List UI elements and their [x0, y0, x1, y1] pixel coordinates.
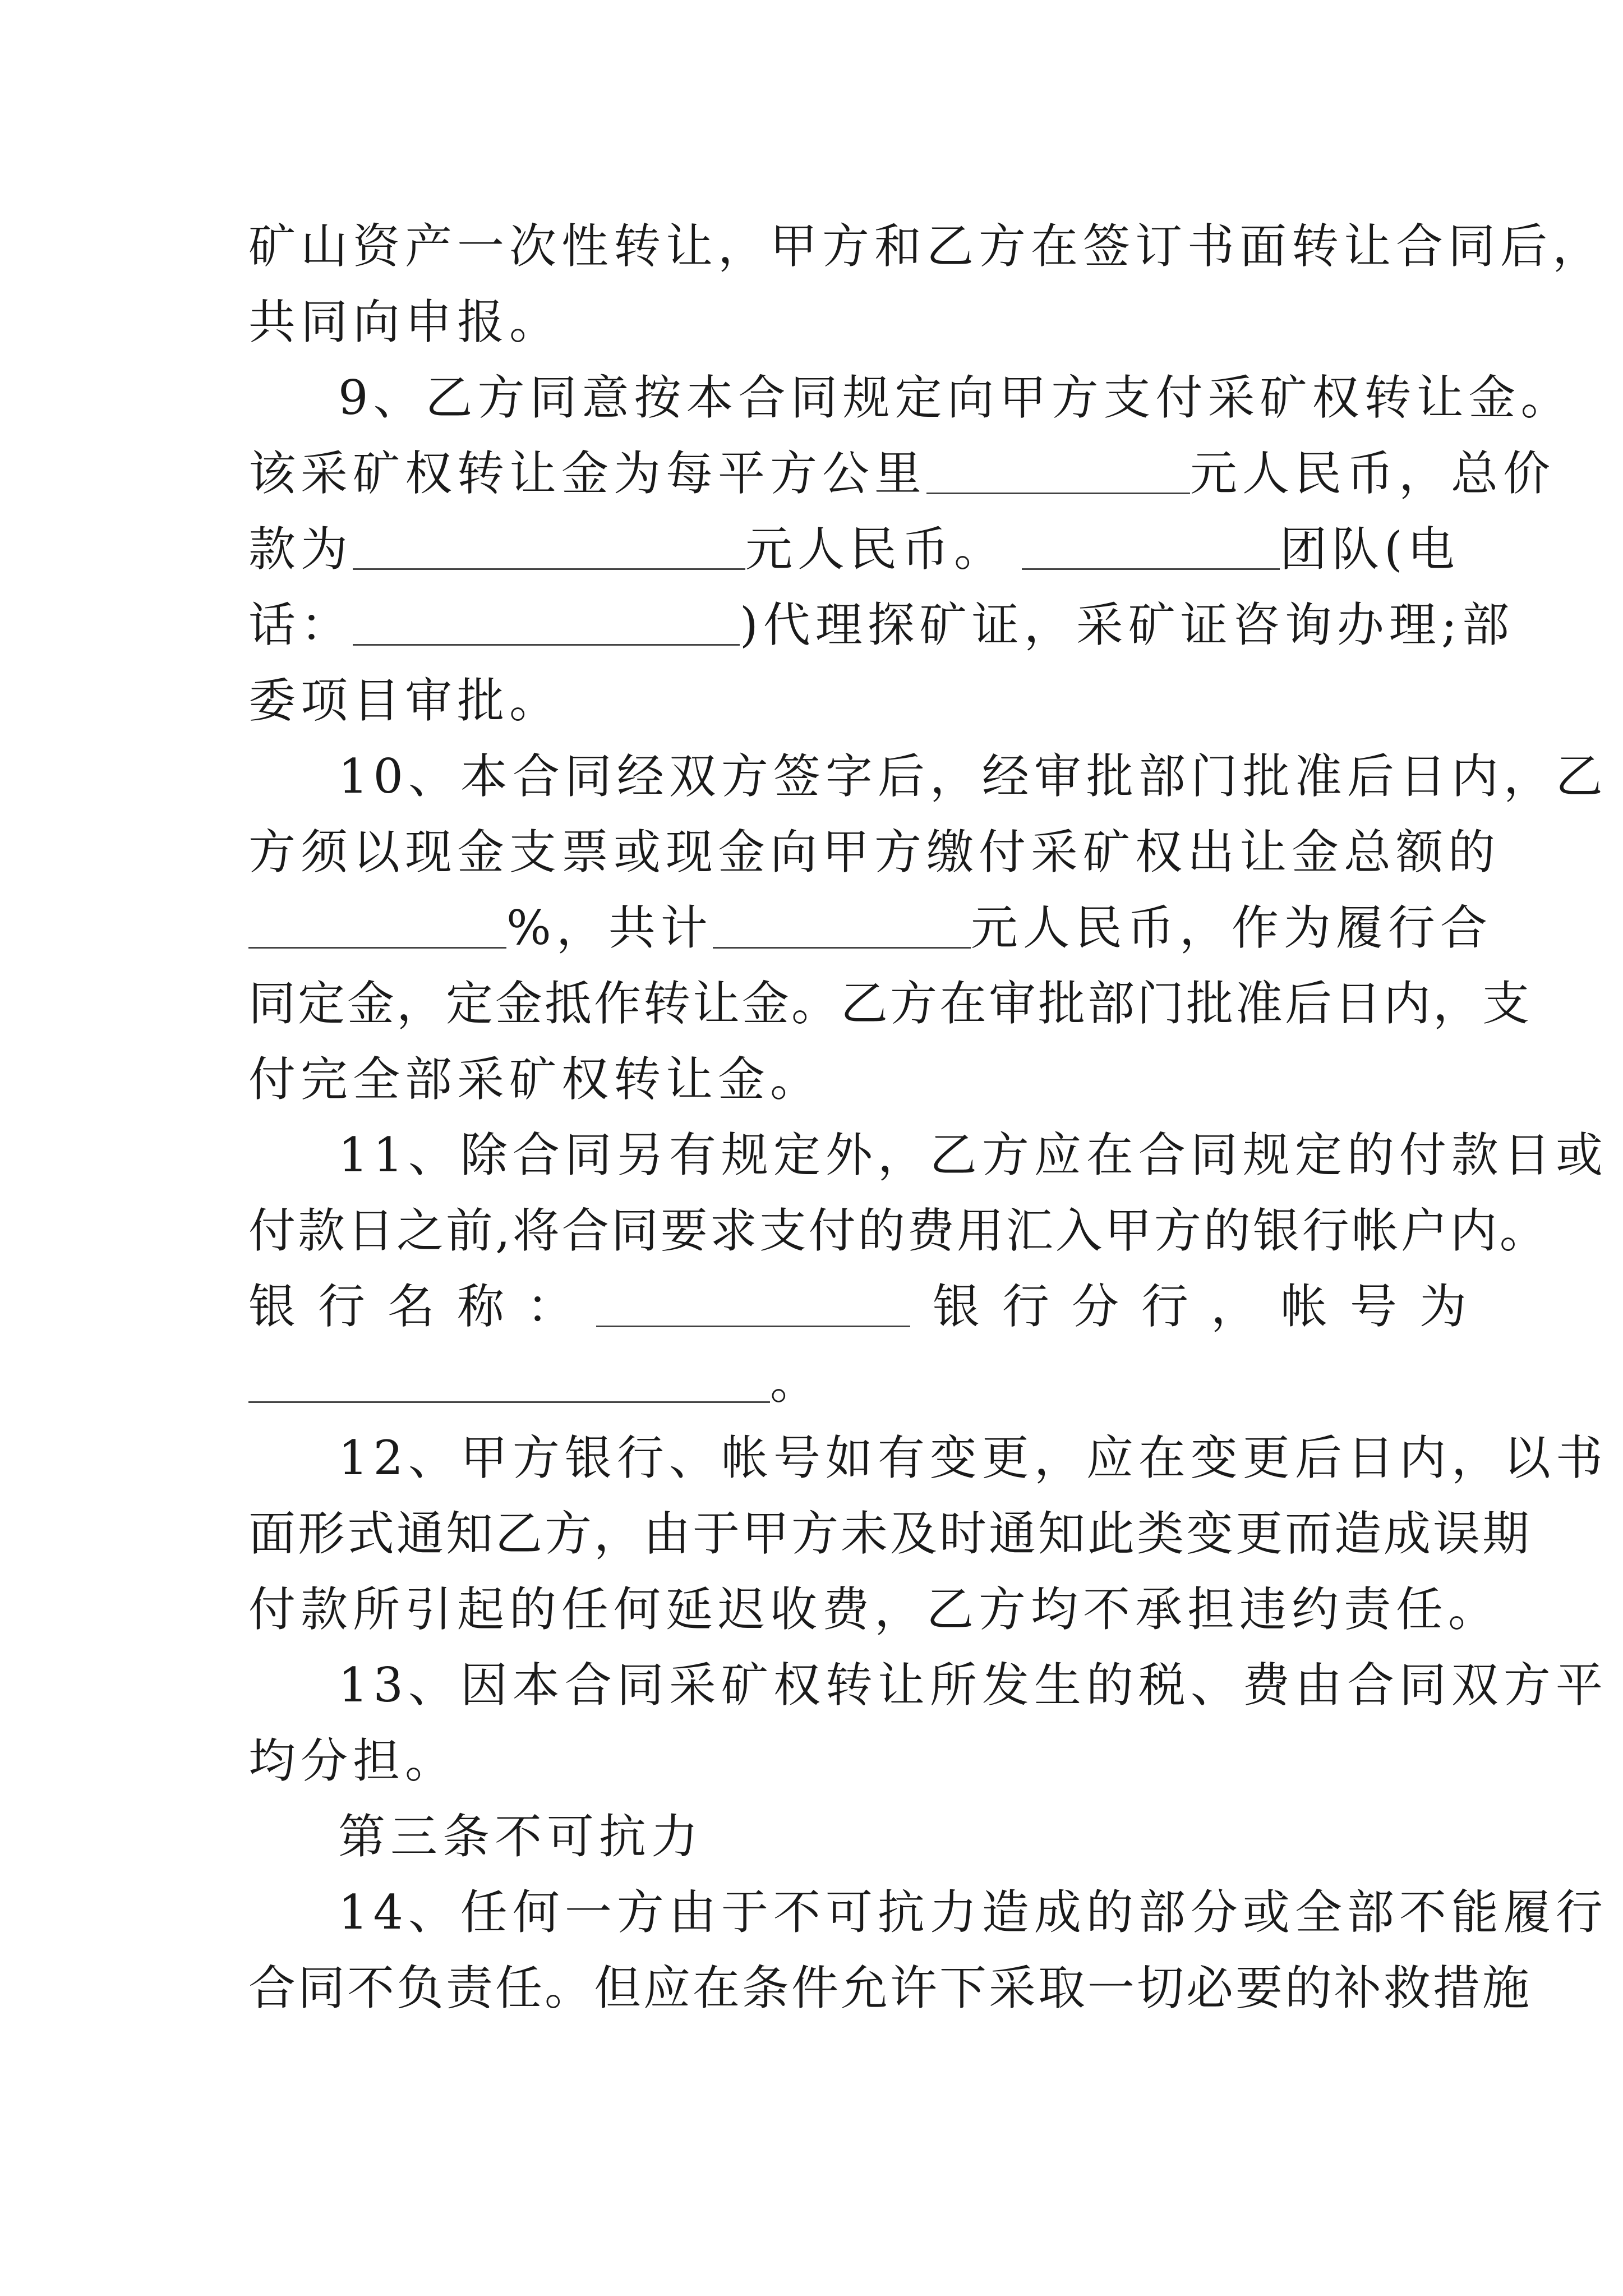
text-line: %，共计 元人民币，作为履行合 — [248, 890, 1376, 966]
text-line: 合同不负责任。但应在条件允许下采取一切必要的补救措施 — [248, 1961, 1532, 2016]
blank-field — [353, 599, 740, 646]
blank-field — [713, 902, 971, 949]
text-line: 委项目审批。 — [248, 673, 562, 728]
blank-field — [353, 523, 745, 570]
blank-field — [596, 1281, 910, 1327]
text-line: 银行名称： 银行分行，帐号为 — [248, 1279, 1490, 1334]
text-line: 付款所引起的任何延迟收费，乙方均不承担违约责任。 — [248, 1582, 1501, 1637]
text-line: 付完全部采矿权转让金。 — [248, 1052, 823, 1107]
text-line: 话： )代理探矿证，采矿证咨询办理;部 — [248, 597, 1515, 652]
clause-11: 11、除合同另有规定外，乙方应在合同规定的付款日或 — [338, 1128, 1608, 1182]
text-line: 共同向申报。 — [248, 295, 562, 349]
text-line: 矿山资产一次性转让，甲方和乙方在签订书面转让合同后， — [248, 219, 1605, 274]
blank-field — [1022, 523, 1280, 570]
text-line: 。 — [248, 1345, 1376, 1420]
clause-13: 13、因本合同采矿权转让所发生的税、费由合同双方平 — [338, 1658, 1608, 1713]
section-heading: 第三条不可抗力 — [338, 1809, 704, 1864]
text-line: 款为 元人民币。 团队(电 — [248, 522, 1460, 577]
blank-field — [248, 1356, 770, 1403]
clause-14: 14、任何一方由于不可抗力造成的部分或全部不能履行 — [338, 1885, 1608, 1940]
text-line: 该采矿权转让金为每平方公里 元人民币，总价 — [248, 446, 1556, 501]
blank-field — [926, 448, 1190, 494]
text-line: 面形式通知乙方，由于甲方未及时通知此类变更而造成误期 — [248, 1506, 1532, 1561]
clause-12: 12、甲方银行、帐号如有变更，应在变更后日内，以书 — [338, 1430, 1608, 1485]
clause-9: 9、乙方同意按本合同规定向甲方支付采矿权转让金。 — [338, 370, 1573, 425]
clause-10: 10、本合同经双方签字后，经审批部门批准后日内，乙 — [338, 749, 1608, 804]
text-line: 付款日之前,将合同要求支付的费用汇入甲方的银行帐户内。 — [248, 1203, 1549, 1258]
text-line: 均分担。 — [248, 1733, 458, 1788]
text-line: 同定金，定金抵作转让金。乙方在审批部门批准后日内，支 — [248, 976, 1532, 1031]
blank-field — [248, 902, 506, 949]
text-line: 方须以现金支票或现金向甲方缴付采矿权出让金总额的 — [248, 825, 1501, 880]
